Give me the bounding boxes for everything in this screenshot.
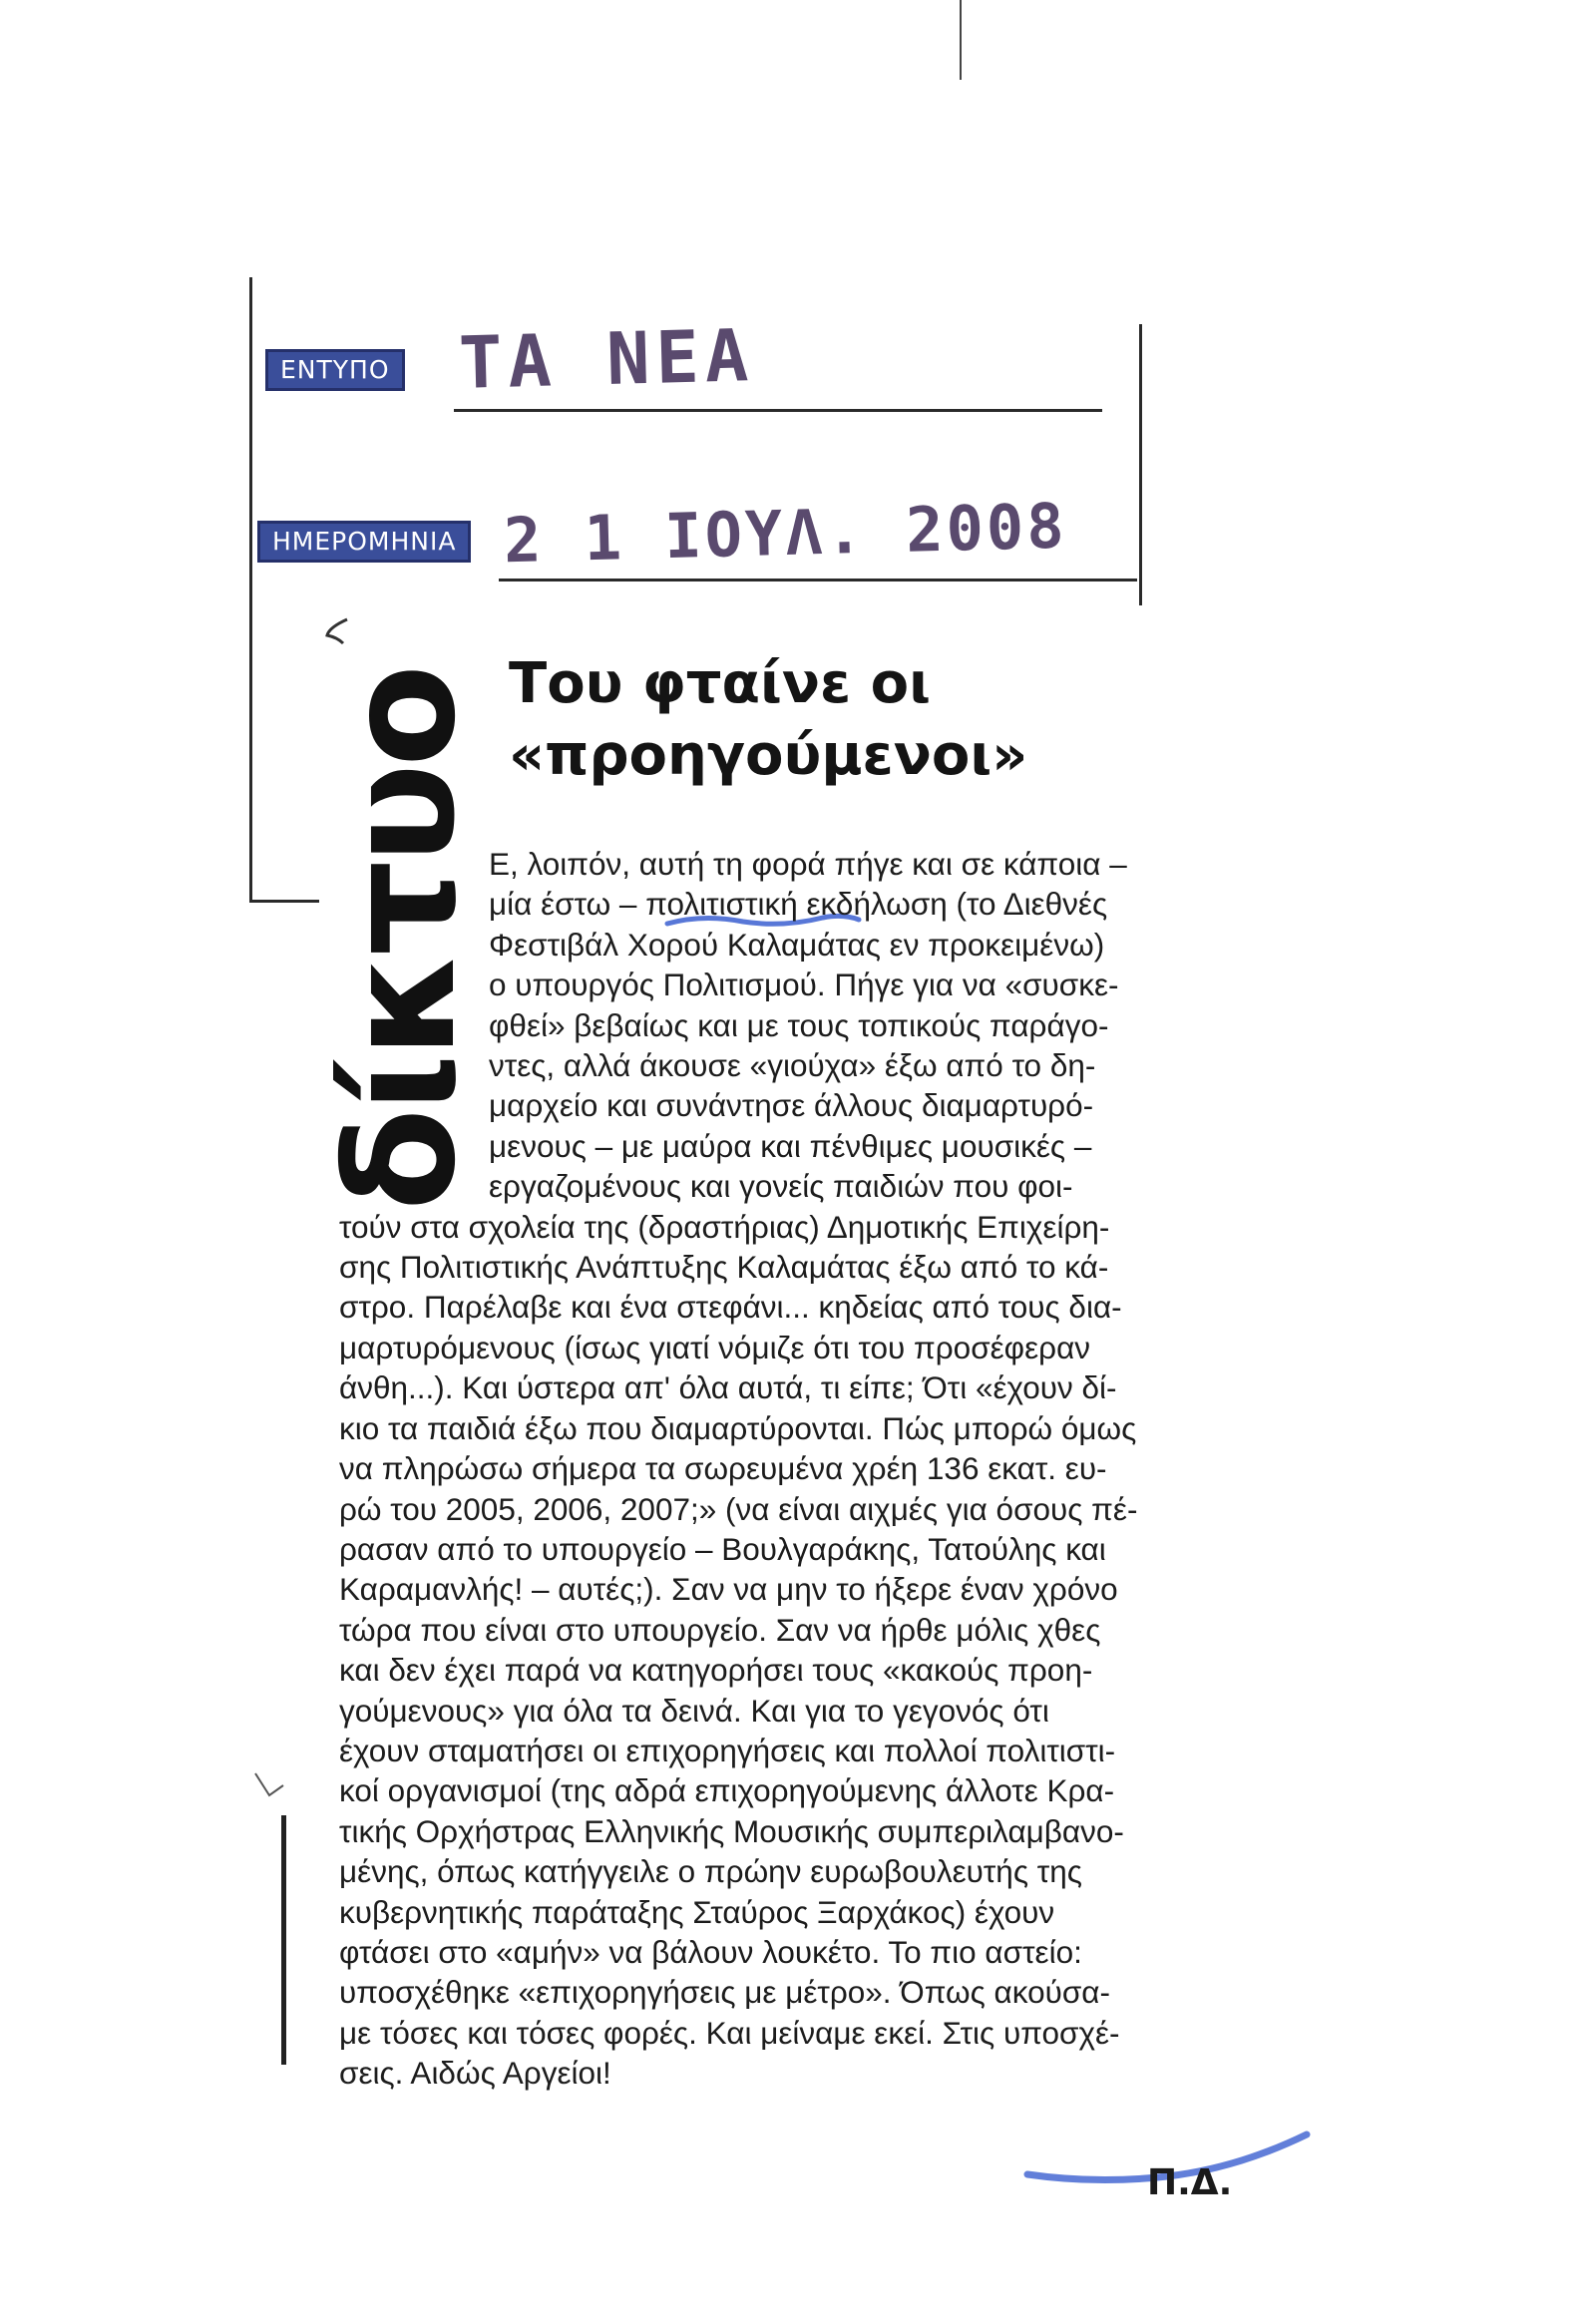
frame-bottom-line (249, 900, 319, 903)
pencil-mark-icon (317, 613, 357, 653)
article-line: άνθη...). Και ύστερα απ' όλα αυτά, τι είπε; Ότι «έχουν δί- (339, 1369, 1117, 1406)
article-line: στρο. Παρέλαβε και ένα στεφάνι... κηδείας από τους δια- (339, 1289, 1122, 1326)
article-line: Καραμανλής! – αυτές;). Σαν να μην το ήξερε έναν χρόνο (339, 1571, 1118, 1608)
article-line: ρασαν από το υπουργείο – Βουλγαράκης, Τατούλης και (339, 1530, 1106, 1567)
article-line: τικής Ορχήστρας Ελληνικής Μουσικής συμπεριλαμβανο- (339, 1812, 1124, 1849)
column-tag-text: δίκτυο (315, 667, 489, 1212)
article-line: και δεν έχει παρά να κατηγορήσει τους «κακούς προη- (339, 1652, 1093, 1689)
date-stamp: 2 1 ΙΟΥΛ. 2008 (503, 489, 1068, 578)
article-line: Φεστιβάλ Χορού Καλαμάτας εν προκειμένω) (489, 926, 1105, 963)
article-line: σεις. Αιδώς Αργείοι! (339, 2055, 611, 2092)
frame-left-line (249, 277, 252, 901)
article-line: κιο τα παιδιά έξω που διαμαρτύρονται. Πώς μπορώ όμως (339, 1409, 1137, 1446)
article-line: ρώ του 2005, 2006, 2007;» (να είναι αιχμές για όσους πέ- (339, 1490, 1138, 1527)
source-stamp: ΤΑ ΝΕΑ (457, 313, 756, 405)
headline-line: «προηγούμενοι» (509, 723, 1028, 788)
article-line: Ε, λοιπόν, αυτή τη φορά πήγε και σε κάποια – (489, 846, 1127, 882)
article-line: ο υπουργός Πολιτισμού. Πήγε για να «συσκε- (489, 967, 1119, 1003)
source-label: ΕΝΤΥΠΟ (265, 349, 405, 391)
article-line: κυβερνητικής παράταξης Σταύρος Ξαρχάκος) έχουν (339, 1893, 1055, 1930)
article-line: σης Πολιτιστικής Ανάπτυξης Καλαμάτας έξω από το κά- (339, 1249, 1109, 1286)
article-line: μενους – με μαύρα και πένθιμες μουσικές – (489, 1127, 1092, 1164)
article-line: έχουν σταματήσει οι επιχορηγήσεις και πολλοί πολιτιστι- (339, 1732, 1116, 1768)
article-line: τούν στα σχολεία της (δραστήριας) Δημοτικής Επιχείρη- (339, 1208, 1110, 1245)
headline-line: Του φταίνε οι (509, 651, 931, 716)
source-underline (454, 409, 1102, 412)
date-underline (499, 579, 1137, 581)
article-line: μία έστω – πολιτιστική εκδήλωση (το Διεθνές (489, 886, 1108, 923)
date-label: ΗΜΕΡΟΜΗΝΙΑ (257, 521, 471, 563)
article-line: εργαζομένους και γονείς παιδιών που φοι- (489, 1168, 1073, 1205)
article-line: κοί οργανισμοί (της αδρά επιχορηγούμενης άλλοτε Κρα- (339, 1772, 1115, 1809)
article-line: τώρα που είναι στο υπουργείο. Σαν να ήρθε μόλις χθες (339, 1611, 1101, 1648)
article-line: με τόσες και τόσες φορές. Και μείναμε εκεί. Στις υποσχέ- (339, 2014, 1120, 2051)
article-line: μένης, όπως κατήγγειλε ο πρώην ευρωβουλευτής της (339, 1853, 1082, 1890)
article-line: φθεί» βεβαίως και με τους τοπικούς παράγο- (489, 1006, 1109, 1043)
article-line: ντες, αλλά άκουσε «γιούχα» έξω από το δη- (489, 1047, 1096, 1084)
article-line: μαρχείο και συνάντησε άλλους διαμαρτυρό- (489, 1087, 1094, 1124)
article-line: φτάσει στο «αμήν» να βάλουν λουκέτο. Το πιο αστείο: (339, 1933, 1082, 1970)
margin-tick-icon (249, 1765, 289, 1805)
article-body (339, 844, 1217, 2094)
article-line: μαρτυρόμενους (ίσως γιατί νόμιζε ότι του προσέφεραν (339, 1329, 1091, 1365)
frame-top-mark (960, 0, 962, 80)
article-headline (509, 648, 1207, 792)
margin-bar (281, 1815, 286, 2065)
article-line: να πληρώσω σήμερα τα σωρευμένα χρέη 136 εκατ. ευ- (339, 1450, 1107, 1487)
article-line: υποσχέθηκε «επιχορηγήσεις με μέτρο». Όπως ακούσα- (339, 1974, 1110, 2011)
article-signature: Π.Δ. (1147, 2162, 1233, 2203)
frame-right-line (1139, 324, 1142, 605)
article-line: γούμενους» για όλα τα δεινά. Και για το γεγονός ότι (339, 1692, 1049, 1729)
